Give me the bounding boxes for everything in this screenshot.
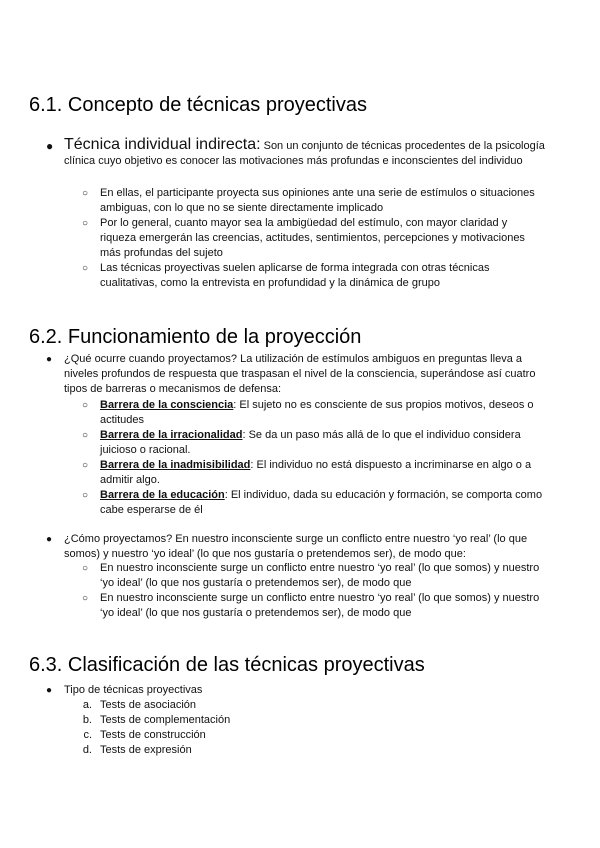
bullet-text: Tipo de técnicas proyectivas: [64, 684, 203, 696]
bullet-marker: ●: [46, 534, 53, 545]
sub-item: [82, 186, 542, 216]
bullet-text: Son un conjunto de técnicas procedentes de la psicología clínica cuyo objetivo es conocer las motivaciones más profundas e inconscientes del individuo: [64, 140, 545, 167]
sub-item-text: En nuestro inconsciente surge un conflicto entre nuestro ‘yo real’ (lo que somos) y nuestro ‘yo ideal’ (lo que nos gustaría o pretendemos ser), de modo que: [100, 592, 540, 619]
bullet-item-tecnica: [46, 137, 546, 169]
barrier-desc: : Se da un paso más allá de lo que el individuo considera juicioso o racional.: [100, 429, 521, 456]
bullet-item-como-proyectamos: [46, 532, 548, 562]
list-item: [74, 698, 474, 713]
barrier-desc: : El sujeto no es consciente de sus propios motivos, deseos o actitudes: [100, 399, 534, 426]
list-item-text: Tests de expresión: [100, 744, 192, 756]
sub-item: [82, 261, 542, 291]
list-item: [74, 713, 474, 728]
bullet-text: ¿Qué ocurre cuando proyectamos? La utilización de estímulos ambiguos en preguntas lleva a niveles profundos de respuesta que traspasan el nivel de la consciencia, superándose así cuatro tipos de barreras o mecanismos de defensa:: [64, 353, 536, 395]
circle-marker: ○: [82, 593, 89, 604]
sub-item-text: Por lo general, cuanto mayor sea la ambigüedad del estímulo, con mayor claridad y riqueza emergerán las creencias, actitudes, sentimientos, percepciones y motivaciones más profundas del sujeto: [100, 217, 525, 259]
barrier-desc: : El individuo no está dispuesto a incriminarse en algo o a admitir algo.: [100, 459, 532, 486]
barrier-term: Barrera de la educación: [100, 489, 225, 501]
sub-item: [82, 561, 544, 591]
list-marker: d.: [82, 744, 92, 756]
bullet-text: ¿Cómo proyectamos? En nuestro inconsciente surge un conflicto entre nuestro ‘yo real’ (lo que somos) y nuestro ‘yo ideal’ (lo que nos gustaría o pretendemos ser), de modo que:: [64, 533, 528, 560]
sub-item: [82, 398, 544, 428]
circle-marker: ○: [82, 430, 89, 441]
sub-item: [82, 216, 542, 261]
sublist-barreras: [82, 398, 544, 518]
bullet-marker: ●: [46, 685, 53, 696]
sub-item: [82, 428, 544, 458]
circle-marker: ○: [82, 263, 89, 274]
section-heading-6-2: 6.2. Funcionamiento de la proyección: [29, 326, 362, 348]
sub-item-text: En nuestro inconsciente surge un conflicto entre nuestro ‘yo real’ (lo que somos) y nuestro ‘yo ideal’ (lo que nos gustaría o pretendemos ser), de modo que: [100, 562, 540, 589]
circle-marker: ○: [82, 490, 89, 501]
list-item: [74, 728, 474, 743]
bullet-marker: ●: [46, 139, 54, 153]
sublist-como: [82, 561, 544, 621]
barrier-desc: : El individuo, dada su educación y formación, se comporta como cabe esperarse de él: [100, 489, 543, 516]
circle-marker: ○: [82, 218, 89, 229]
circle-marker: ○: [82, 188, 89, 199]
list-item-text: Tests de asociación: [100, 699, 196, 711]
sub-item-text: Las técnicas proyectivas suelen aplicarse de forma integrada con otras técnicas cualitativas, como la entrevista en profundidad y la dinámica de grupo: [100, 262, 490, 289]
section-heading-6-1: 6.1. Concepto de técnicas proyectivas: [29, 94, 367, 116]
bullet-item-tipo: [46, 683, 548, 698]
bullet-marker: ●: [46, 354, 53, 365]
section-heading-6-3: 6.3. Clasificación de las técnicas proyectivas: [29, 654, 425, 676]
circle-marker: ○: [82, 400, 89, 411]
list-item-text: Tests de complementación: [100, 714, 231, 726]
barrier-term: Barrera de la inadmisibilidad: [100, 459, 251, 471]
barrier-term: Barrera de la consciencia: [100, 399, 234, 411]
list-marker: c.: [83, 729, 92, 741]
sub-item: [82, 458, 544, 488]
list-marker: b.: [82, 714, 92, 726]
lead-term: Técnica individual indirecta:: [64, 136, 261, 153]
circle-marker: ○: [82, 563, 89, 574]
ordered-list-tests: [74, 698, 474, 758]
list-item: [74, 743, 474, 758]
sublist-6-1: [82, 186, 542, 291]
bullet-item-que-ocurre: [46, 352, 548, 397]
sub-item: [82, 591, 544, 621]
list-marker: a.: [82, 699, 92, 711]
barrier-term: Barrera de la irracionalidad: [100, 429, 243, 441]
list-item-text: Tests de construcción: [100, 729, 206, 741]
sub-item-text: En ellas, el participante proyecta sus opiniones ante una serie de estímulos o situaciones ambiguas, con lo que no se siente directamente implicado: [100, 187, 535, 214]
sub-item: [82, 488, 544, 518]
circle-marker: ○: [82, 460, 89, 471]
